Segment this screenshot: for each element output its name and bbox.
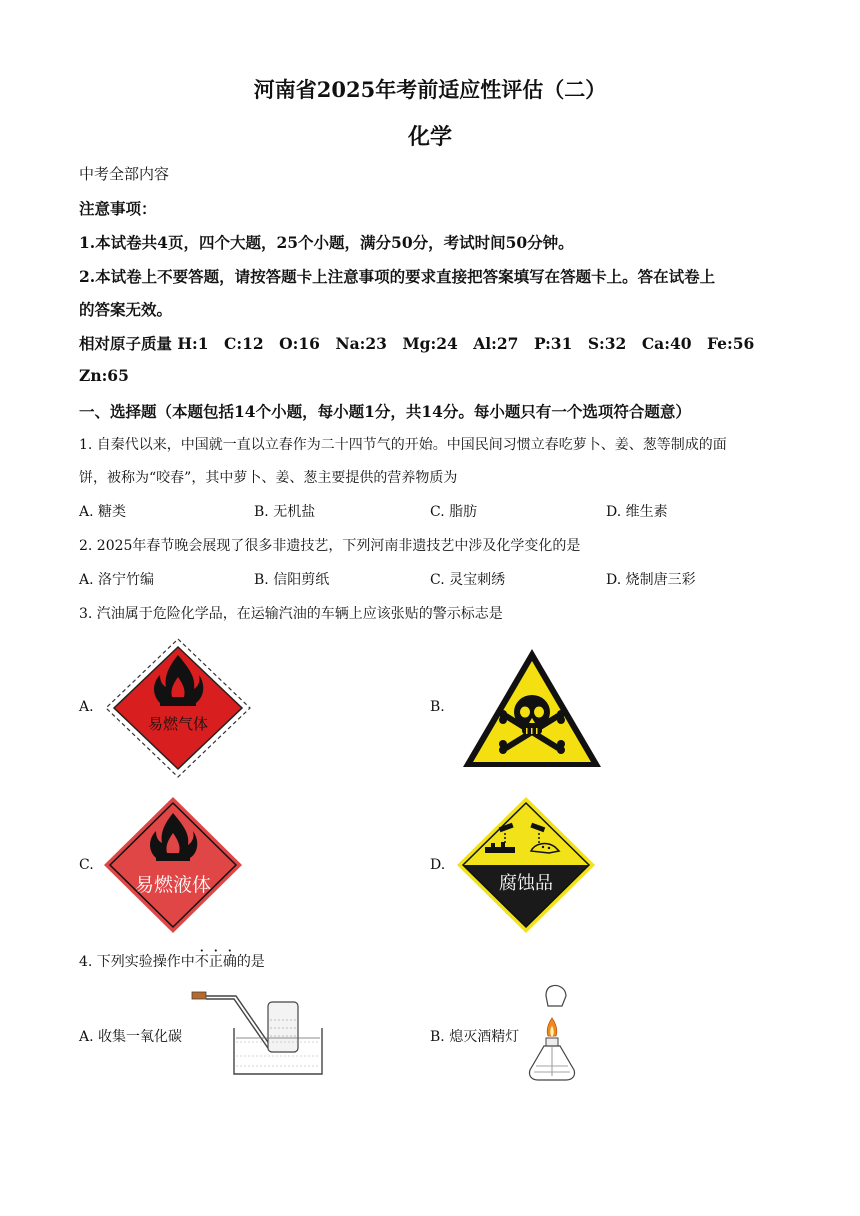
q4-option-a: A. 收集一氧化碳 bbox=[79, 1029, 183, 1045]
q1-option-b: B. 无机盐 bbox=[254, 504, 316, 520]
notice-item-1: 1.本试卷共4页，四个大题，25个小题，满分50分，考试时间50分钟。 bbox=[79, 233, 574, 252]
exam-title: 河南省2025年考前适应性评估（二） bbox=[253, 77, 607, 102]
q2-stem: 2. 2025年春节晚会展现了很多非遗技艺，下列河南非遗技艺中涉及化学变化的是 bbox=[79, 538, 581, 554]
notice-item-2-line2: 的答案无效。 bbox=[79, 300, 173, 319]
atomic-mass-line1: 相对原子质量 H:1 C:12 O:16 Na:23 Mg:24 Al:27 P:31 S:32 Ca:40 Fe:56 bbox=[79, 334, 755, 353]
alcohol-lamp-illustration bbox=[522, 982, 584, 1088]
sign-a-label: 易燃气体 bbox=[147, 715, 209, 733]
notice-heading: 注意事项： bbox=[79, 199, 157, 218]
q3-label-b: B. bbox=[430, 699, 445, 715]
q4-stem-emphasis-char: 正 bbox=[208, 954, 223, 970]
q2-option-a: A. 洛宁竹编 bbox=[79, 572, 155, 588]
q3-label-a: A. bbox=[79, 699, 94, 715]
q3-stem: 3. 汽油属于危险化学品，在运输汽油的车辆上应该张贴的警示标志是 bbox=[79, 606, 503, 622]
q4-stem-before: 4. 下列实验操作中 bbox=[79, 954, 195, 970]
flammable-gas-sign bbox=[104, 637, 252, 779]
flammable-liquid-sign bbox=[102, 795, 244, 935]
q3-label-d: D. bbox=[430, 857, 446, 873]
q4-option-b: B. 熄灭酒精灯 bbox=[430, 1029, 520, 1045]
q1-option-d: D. 维生素 bbox=[606, 504, 668, 520]
q4-stem bbox=[79, 951, 265, 971]
q4-stem-emphasis-char: 不 bbox=[194, 954, 209, 970]
q2-option-b: B. 信阳剪纸 bbox=[254, 572, 330, 588]
q1-stem-line1: 1. 自秦代以来，中国就一直以立春作为二十四节气的开始。中国民间习惯立春吃萝卜、姜、葱等制成的面 bbox=[79, 437, 727, 453]
q3-label-c: C. bbox=[79, 857, 94, 873]
q1-option-c: C. 脂肪 bbox=[430, 504, 478, 520]
corrosive-sign bbox=[455, 795, 597, 935]
atomic-mass-line2: Zn:65 bbox=[79, 366, 129, 385]
subject-title: 化学 bbox=[407, 124, 452, 150]
q4-stem-emphasis-char: 确 bbox=[222, 954, 237, 970]
exam-scope: 中考全部内容 bbox=[79, 165, 170, 183]
sign-c-label: 易燃液体 bbox=[134, 874, 212, 896]
toxic-sign bbox=[460, 646, 604, 770]
sign-d-label: 腐蚀品 bbox=[499, 873, 553, 894]
notice-item-2-line1: 2.本试卷上不要答题，请按答题卡上注意事项的要求直接把答案填写在答题卡上。答在试卷上 bbox=[79, 267, 716, 286]
q2-option-c: C. 灵宝刺绣 bbox=[430, 572, 506, 588]
section1-heading: 一、选择题（本题包括14个小题，每小题1分，共14分。每小题只有一个选项符合题意） bbox=[79, 402, 691, 421]
lamp-cap-icon bbox=[546, 985, 566, 1006]
q4-stem-after: 的是 bbox=[236, 954, 265, 970]
gas-collection-apparatus bbox=[190, 990, 326, 1078]
q1-option-a: A. 糖类 bbox=[79, 504, 127, 520]
q2-option-d: D. 烧制唐三彩 bbox=[606, 572, 696, 588]
q1-stem-line2: 饼，被称为“咬春”，其中萝卜、姜、葱主要提供的营养物质为 bbox=[79, 470, 458, 486]
